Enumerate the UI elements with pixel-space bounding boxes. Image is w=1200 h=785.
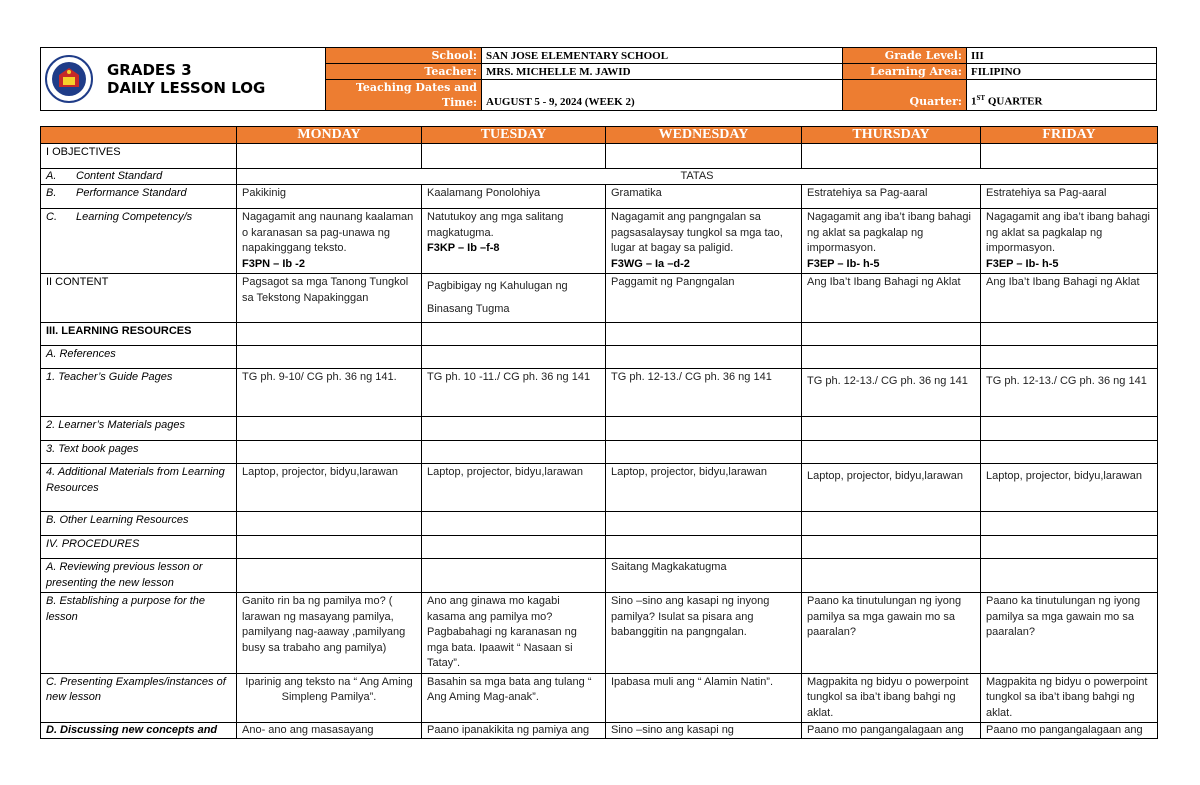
table-cell: Ano- ano ang masasayang xyxy=(237,723,422,739)
grade-level-label: Grade Level: xyxy=(843,48,967,64)
row-label-textbook: 3. Text book pages xyxy=(41,441,237,464)
table-cell: Estratehiya sa Pag-aaral xyxy=(981,185,1158,209)
table-cell: Nagagamit ang pangngalan sa pagsasalaysay tungkol sa mga tao, lugar at bagay sa paligid. F3WG – Ia –d-2 xyxy=(606,209,802,274)
table-cell xyxy=(237,559,422,593)
table-cell: Sino –sino ang kasapi ng inyong pamilya? Isulat sa pisara ang babanggitin na pangngalan. xyxy=(606,593,802,674)
table-cell: Paano mo pangangalagaan ang xyxy=(981,723,1158,739)
day-wednesday: WEDNESDAY xyxy=(606,127,802,144)
table-row xyxy=(41,559,1158,593)
table-cell: Kaalamang Ponolohiya xyxy=(422,185,606,209)
row-label-additional-materials: 4. Additional Materials from Learning Resources xyxy=(41,464,237,512)
table-cell: Ang Iba’t Ibang Bahagi ng Aklat xyxy=(981,274,1158,323)
table-cell: Basahin sa mga bata ang tulang “ Ang Aming Mag-anak”. xyxy=(422,673,606,723)
table-cell: Saitang Magkakatugma xyxy=(606,559,802,593)
school-label: School: xyxy=(326,48,482,64)
row-label-presenting: C. Presenting Examples/instances of new lesson xyxy=(41,673,237,723)
title-daily-lesson-log: DAILY LESSON LOG xyxy=(107,79,266,97)
table-row xyxy=(41,144,1158,169)
corner-cell xyxy=(41,127,237,144)
table-cell: Laptop, projector, bidyu,larawan xyxy=(237,464,422,512)
table-cell: Paano ipanakikita ng pamiya ang xyxy=(422,723,606,739)
teaching-dates-value: AUGUST 5 - 9, 2024 (WEEK 2) xyxy=(482,80,843,111)
table-cell: Magpakita ng bidyu o powerpoint tungkol sa iba’t ibang bahgi ng aklat. xyxy=(802,673,981,723)
table-cell: TG ph. 12-13./ CG ph. 36 ng 141 xyxy=(802,369,981,417)
table-cell xyxy=(422,559,606,593)
table-cell: Ang Iba’t Ibang Bahagi ng Aklat xyxy=(802,274,981,323)
table-row xyxy=(41,673,1158,723)
table-cell: Pagbibigay ng Kahulugan ng Binasang Tugma xyxy=(422,274,606,323)
table-cell: Pakikinig xyxy=(237,185,422,209)
table-cell: Ipabasa muli ang “ Alamin Natin”. xyxy=(606,673,802,723)
table-cell: Ganito rin ba ng pamilya mo? ( larawan ng masayang pamilya, pamilyang nag-aaway ,pamilyang busy sa trabaho ang pamilya) xyxy=(237,593,422,674)
table-row xyxy=(41,323,1158,346)
table-cell xyxy=(981,559,1158,593)
teaching-dates-label: Teaching Dates and Time: xyxy=(326,80,482,111)
table-cell: TG ph. 12-13./ CG ph. 36 ng 141 xyxy=(606,369,802,417)
table-cell: Natutukoy ang mga salitang magkatugma. F3KP – Ib –f-8 xyxy=(422,209,606,274)
table-cell: TG ph. 10 -11./ CG ph. 36 ng 141 xyxy=(422,369,606,417)
table-row xyxy=(41,723,1158,739)
table-row xyxy=(41,593,1158,674)
row-label-performance-standard: B. Performance Standard xyxy=(41,185,237,209)
learning-area-label: Learning Area: xyxy=(843,64,967,80)
day-friday: FRIDAY xyxy=(981,127,1158,144)
title-grades: GRADES 3 xyxy=(107,61,192,79)
learning-area-value: FILIPINO xyxy=(967,64,1157,80)
table-cell: Nagagamit ang iba’t ibang bahagi ng aklat sa pagkalap ng impormasyon. F3EP – Ib- h-5 xyxy=(981,209,1158,274)
table-row xyxy=(41,536,1158,559)
row-label-discussing: D. Discussing new concepts and xyxy=(41,723,237,739)
table-cell: Gramatika xyxy=(606,185,802,209)
teacher-value: MRS. MICHELLE M. JAWID xyxy=(482,64,843,80)
table-row xyxy=(41,185,1158,209)
table-cell: Paano ka tinutulungan ng iyong pamilya sa mga gawain mo sa paaralan? xyxy=(802,593,981,674)
table-row xyxy=(41,512,1158,536)
table-row xyxy=(41,417,1158,441)
row-label-establishing: B. Establishing a purpose for the lesson xyxy=(41,593,237,674)
row-label-learning-competency: C. Learning Competency/s xyxy=(41,209,237,274)
row-label-procedures: IV. PROCEDURES xyxy=(41,536,237,559)
quarter-label: Quarter: xyxy=(843,80,967,111)
table-cell: Laptop, projector, bidyu,larawan xyxy=(422,464,606,512)
table-cell: Paano ka tinutulungan ng iyong pamilya sa mga gawain mo sa paaralan? xyxy=(981,593,1158,674)
grade-level-value: III xyxy=(967,48,1157,64)
table-cell: Paano mo pangangalagaan ang xyxy=(802,723,981,739)
table-row xyxy=(41,169,1158,185)
table-cell: TG ph. 9-10/ CG ph. 36 ng 141. xyxy=(237,369,422,417)
row-label-content-standard: A. Content Standard xyxy=(41,169,237,185)
table-cell: Paggamit ng Pangngalan xyxy=(606,274,802,323)
table-cell: Pagsagot sa mga Tanong Tungkol sa Tekstong Napakinggan xyxy=(237,274,422,323)
day-thursday: THURSDAY xyxy=(802,127,981,144)
table-row xyxy=(41,441,1158,464)
row-label-teachers-guide: 1. Teacher’s Guide Pages xyxy=(41,369,237,417)
row-label-other-resources: B. Other Learning Resources xyxy=(41,512,237,536)
table-cell: Ano ang ginawa mo kagabi kasama ang pamilya mo? Pagbabahagi ng karanasan ng mga bata. Ipaawit “ Nasaan si Tatay”. xyxy=(422,593,606,674)
day-tuesday: TUESDAY xyxy=(422,127,606,144)
table-cell: TG ph. 12-13./ CG ph. 36 ng 141 xyxy=(981,369,1158,417)
row-label-references: A. References xyxy=(41,346,237,369)
table-cell: Sino –sino ang kasapi ng xyxy=(606,723,802,739)
table-cell: Nagagamit ang iba’t ibang bahagi ng aklat sa pagkalap ng impormasyon. F3EP – Ib- h-5 xyxy=(802,209,981,274)
row-label-learners-materials: 2. Learner’s Materials pages xyxy=(41,417,237,441)
content-standard-value: TATAS xyxy=(237,169,1158,185)
table-cell xyxy=(802,559,981,593)
table-cell: Laptop, projector, bidyu,larawan xyxy=(981,464,1158,512)
logo-title-cell xyxy=(41,48,326,111)
table-cell: Magpakita ng bidyu o powerpoint tungkol sa iba’t ibang bahgi ng aklat. xyxy=(981,673,1158,723)
table-cell: Nagagamit ang naunang kaalaman o karanasan sa pag-unawa ng napakinggang teksto. F3PN – Ib -2 xyxy=(237,209,422,274)
table-cell: Iparinig ang teksto na “ Ang Aming Simpleng Pamilya”. xyxy=(237,673,422,723)
header-table xyxy=(40,47,1157,111)
deped-seal-icon xyxy=(45,55,93,103)
table-row xyxy=(41,274,1158,323)
day-monday: MONDAY xyxy=(237,127,422,144)
table-row xyxy=(41,464,1158,512)
table-cell: Laptop, projector, bidyu,larawan xyxy=(802,464,981,512)
lesson-log-table xyxy=(40,126,1158,739)
quarter-value: 1ST QUARTER xyxy=(967,80,1157,111)
row-label-learning-resources: III. LEARNING RESOURCES xyxy=(41,323,237,346)
table-row xyxy=(41,209,1158,274)
teacher-label: Teacher: xyxy=(326,64,482,80)
row-label-content: II CONTENT xyxy=(41,274,237,323)
table-row xyxy=(41,346,1158,369)
table-cell: Estratehiya sa Pag-aaral xyxy=(802,185,981,209)
row-label-reviewing: A. Reviewing previous lesson or presenting the new lesson xyxy=(41,559,237,593)
row-label-objectives: I OBJECTIVES xyxy=(41,144,237,169)
school-value: SAN JOSE ELEMENTARY SCHOOL xyxy=(482,48,843,64)
table-row xyxy=(41,369,1158,417)
table-cell: Laptop, projector, bidyu,larawan xyxy=(606,464,802,512)
